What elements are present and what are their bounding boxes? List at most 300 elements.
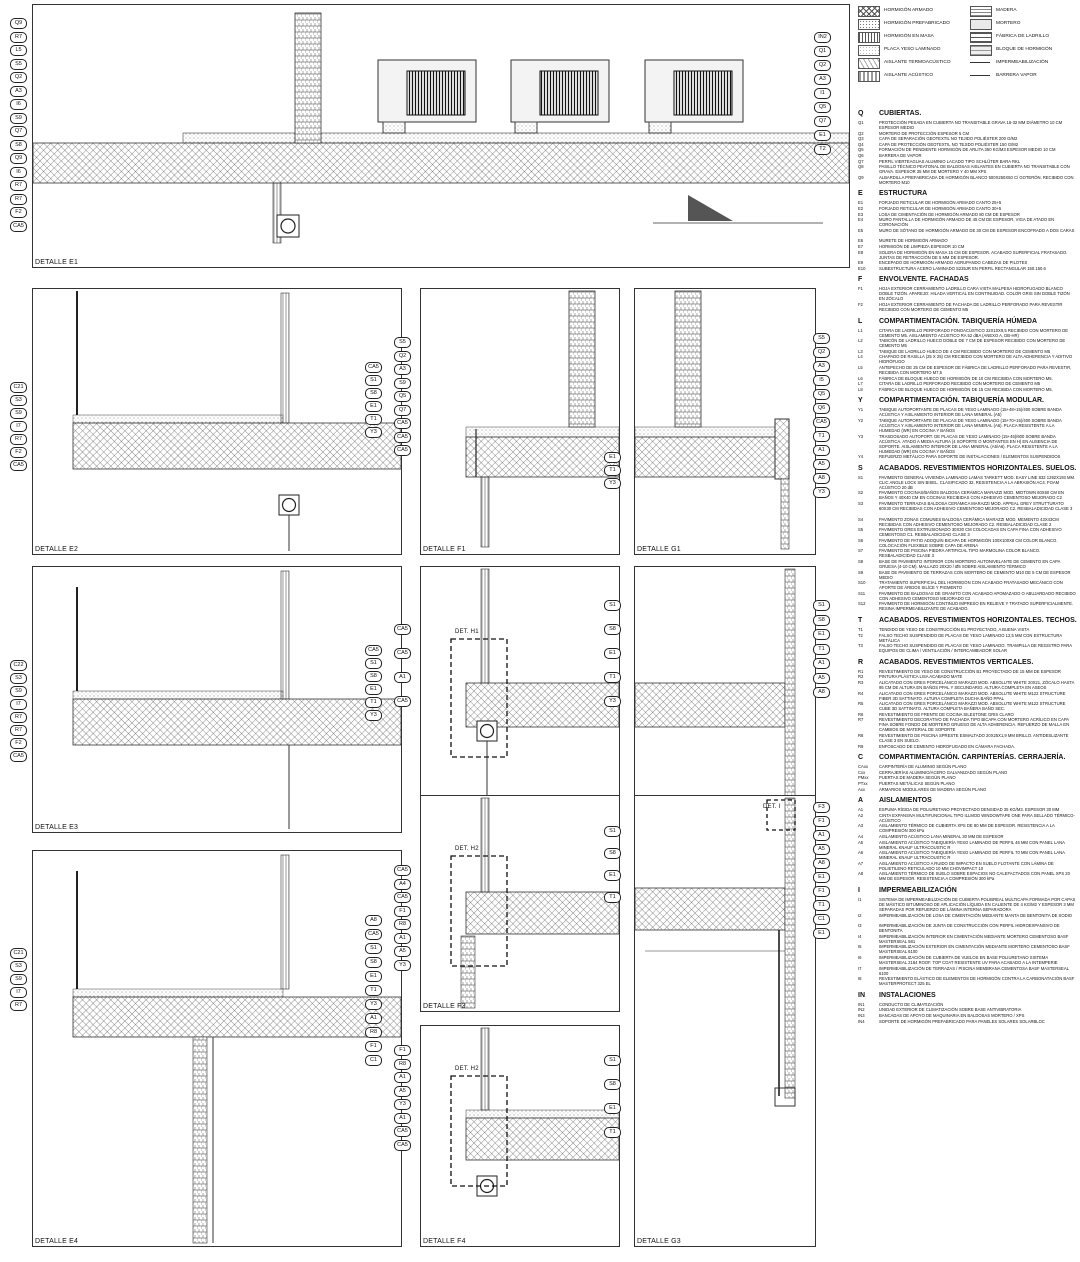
legend-item-text: AISLAMIENTO ACÚSTICO TABIQUERÍA YESO LAMINADO DE PERFIL 46 MM CON PANEL LANA MINERAL KNAUF ULTRACOUSTIC R (879, 839, 1065, 850)
legend-item (858, 266, 1076, 271)
legend-item-text: SOPORTE DE HORMIGÓN PREFABRICADO PARA PANELES SOLARES SOLARBLOC (879, 1018, 1045, 1024)
legend-section-title: ACABADOS. REVESTIMIENTOS VERTICALES. (879, 658, 1034, 666)
legend-item-code: R9 (858, 743, 864, 749)
callout-s1: S1 (813, 600, 830, 611)
legend-item-code: E3 (858, 211, 864, 217)
callout-e1: E1 (365, 684, 382, 695)
detail-E4 (32, 850, 402, 1247)
callout-a3: A3 (814, 74, 831, 85)
swatch-label: IMPERMEABILIZACIÓN (996, 60, 1049, 65)
callout-s1: S1 (365, 658, 382, 669)
callout-i6: I6 (10, 99, 27, 110)
legend-item (858, 744, 1076, 749)
legend-item (858, 712, 1076, 717)
callout-y3: Y3 (604, 696, 621, 707)
legend-item (858, 787, 1076, 792)
legend-item-text: BASE DE PAVIMENTO INTERIOR CON MORTERO AUTONIVELANTE DE CEMENTO EN CAPA GRUESA (4-10 CM). MALLAZO 20X20 / Ø5 SOBRE AISLAMIENTO TÉRMICO (879, 559, 1061, 569)
legend-item-code: Q7 (858, 158, 864, 164)
legend-section-title: ESTRUCTURA (879, 190, 928, 198)
legend-item (858, 159, 1076, 164)
swatch-plaster (858, 45, 880, 56)
callout-a3: A3 (394, 364, 411, 375)
callout-q2: Q2 (814, 60, 831, 71)
callout-a8: A8 (365, 915, 382, 926)
legend-item-text: SISTEMA DE IMPERMEABILIZACIÓN DE CUBIERTA POLIBREAL MULTICAPA FORMADA POR CAPAS DE MÁSTICO BITUMINOSO DE APLICACIÓN LÍQUIDA EN CALIENTE DE 4 KG/M2 Y ESPESOR 3 MM SEPARADAS POR REFUERZO DE LÁMINA INTERNA SEPARADORA (879, 897, 1076, 912)
legend-item-code: Y2 (858, 418, 864, 423)
callout-a5: A5 (813, 844, 830, 855)
legend-item (858, 238, 1076, 243)
callout-s9: S9 (394, 378, 411, 389)
legend-item (858, 142, 1076, 147)
legend-item-text: PAVIMENTO DE PISCINA PIEDRA ARTIFICIAL TIPO MARMOLINA COLOR BLANCO. RESBALADICIDAD CLASE 3 (879, 548, 1041, 559)
callout-ca5: CA5 (394, 696, 411, 707)
callout-f1: F1 (365, 1041, 382, 1052)
callout-ca5: CA5 (394, 865, 411, 876)
callout-l5: L5 (10, 45, 27, 56)
legend-item-text: BANCADAS DE APOYO DE MAQUINARIA EN BALDOSAS MORTERO / XPS (879, 1013, 1025, 1018)
legend-item (858, 834, 1076, 839)
legend-item (858, 966, 1076, 976)
callout-e1: E1 (604, 870, 621, 881)
legend-section-code: S (858, 464, 863, 472)
legend-item (858, 897, 1076, 912)
legend-item-code: L1 (858, 327, 863, 333)
legend-item-text: SUBESTRUCTURA ACERO LAMINADO S235JR EN PERFIL RECTANGULAR 150.150.6 (879, 265, 1046, 271)
legend-item-text: FÁBRICA DE BLOQUE HUECO DE HORMIGÓN DE 10 CM RECIBIDA CON MORTERO M5. (879, 375, 1053, 381)
legend-item (858, 548, 1076, 558)
callout-c1: C1 (365, 1055, 382, 1066)
swatch-wood (970, 6, 992, 17)
callout-i7: I7 (10, 421, 27, 432)
legend-item (858, 407, 1076, 417)
legend-item (858, 381, 1076, 386)
detail-label: DETALLE G1 (637, 546, 681, 553)
callout-s1: S1 (604, 1055, 621, 1066)
legend-item-text: PERFIL VIERTEAGUAS ALUMINIO LACADO TIPO SCHLÜTER BARA RKL (879, 158, 1021, 164)
legend-item-code: I8 (858, 976, 862, 982)
detail-G1 (634, 288, 816, 555)
legend-item (858, 633, 1076, 643)
legend-item-code: IN4 (858, 1018, 865, 1024)
legend-item (858, 764, 1076, 769)
legend-item-text: CITARA DE LADRILLO PERFORADO FONOACÚSTICO 22X10X9,5 RECIBIDO CON MORTERO DE CEMENTO M5. AISLAMIENTO ACÚSTICO RA 52 dBA (ANEXO A, DB-HR) (879, 327, 1069, 338)
callout-s1: S1 (604, 826, 621, 837)
legend-item-code: S9 (858, 569, 864, 575)
callout-ca5: CA5 (10, 221, 27, 232)
legend-item (858, 131, 1076, 136)
legend-item (858, 691, 1076, 701)
callout-a8: A8 (813, 687, 830, 698)
callout-c21: C21 (10, 948, 27, 959)
legend-item-text: PAVIMENTO GRES EXTRUSIONADO 30X30 CM COLOCADAS EN CAPA FINA CON ADHESIVO CEMENTOSO C1. RESBALADICIDAD CLASE 3 (879, 527, 1062, 538)
legend-item-text: CAPA DE SEPARACIÓN GEOTEXTIL NO TEJIDO POLIÉSTER 200 G/M2 (879, 136, 1018, 142)
legend-section-code: IN (858, 991, 865, 999)
legend-section-title: AISLAMIENTOS (879, 797, 932, 805)
callout-a1: A1 (813, 445, 830, 456)
detail-F2 (420, 566, 620, 833)
swatch-dots (858, 19, 880, 30)
legend-item-code: A4 (858, 834, 864, 839)
callout-ca5: CA5 (394, 624, 411, 635)
legend-item (858, 807, 1076, 812)
legend-item-text: AISLAMIENTO ACÚSTICO LANA MINERAL 30 MM DE ESPESOR (879, 834, 1004, 839)
legend-item-text: CHAPADO DE RASILLA (25 X 25) CM RECIBIDO CON MORTERO DE ALTA ADHERENCIA Y ADITIVO HIDRÓFUGO (879, 354, 1073, 365)
callout-q2: Q2 (394, 351, 411, 362)
callout-a1: A1 (813, 830, 830, 841)
ac-unit-3 (645, 60, 743, 122)
legend-item-text: CARPINTERÍA DE ALUMINIO SEGÚN PLANO (879, 764, 967, 770)
legend-item-text: ENFOSCADO DE CEMENTO HIDROFUGADO EN CÁMARA FACHADA. (879, 743, 1016, 749)
callout-a4: A4 (394, 879, 411, 890)
callout-ca5: CA5 (394, 432, 411, 443)
legend-item-text: FALSO TECHO SUSPENDIDO DE PLACAS DE YESO LAMINADO 12,5 MM CON ESTRUCTURA METÁLICA (879, 632, 1062, 643)
detail-label: DETALLE E3 (35, 824, 79, 831)
legend-item (858, 770, 1076, 775)
callout-a5: A5 (813, 673, 830, 684)
callout-s8: S8 (10, 140, 27, 151)
legend-item-text: MORTERO DE PROTECCIÓN ESPESOR 5 CM (879, 130, 969, 136)
legend-item-text: IMPERMEABILIZACIÓN DE JUNTA DE CONSTRUCCIÓN CON PERFIL HIDROEXPANSIVO DE BENTONITA (879, 923, 1060, 934)
callout-r8: R8 (365, 1027, 382, 1038)
callout-y3: Y3 (394, 1099, 411, 1110)
legend-item-text: ALBARDILLA PREFABRICADA DE HORMIGÓN BLANCO 500X250X50 C/ GOTERÓN. RECIBIDO CON MORTERO M10 (879, 174, 1074, 185)
legend-item (858, 580, 1076, 590)
legend-item (858, 212, 1076, 217)
swatch-line (970, 71, 990, 80)
legend-item (858, 591, 1076, 601)
legend-item-text: FALSO TECHO SUSPENDIDO DE PLACAS DE YESO LAMINADO. TRAMPILLA DE REGISTRO PARA EQUIPOS DE CLIMA / VENTILACIÓN / INTERCAMBIADOR SOLAR (879, 643, 1072, 654)
callout-t1: T1 (813, 644, 830, 655)
legend-item (858, 153, 1076, 158)
legend-item-text: UNIDAD EXTERIOR DE CLIMATIZACIÓN SOBRE BASE ANTIVIBRATORIA (879, 1007, 1022, 1013)
callout-f1: F1 (813, 886, 830, 897)
legend-item-code: IN2 (858, 1007, 865, 1013)
legend-section-code: T (858, 617, 863, 624)
legend-item-code: Q6 (858, 153, 864, 158)
det-tag: DET. H1 (455, 629, 479, 635)
callout-c22: C22 (10, 660, 27, 671)
callout-e1: E1 (365, 971, 382, 982)
legend-item-code: Q4 (858, 141, 864, 147)
legend-item-code: E5 (858, 227, 864, 233)
legend-item-text: ESPUMA RÍGIDA DE POLIURETANO PROYECTADO DENSIDAD 35 KG/M3. ESPESOR 30 MM (879, 807, 1060, 813)
legend-item-code: Y4 (858, 454, 864, 460)
swatch-mortar (970, 19, 992, 30)
callout-r8: R8 (394, 1059, 411, 1070)
legend-item-code: Q2 (858, 130, 864, 136)
legend-item-code: Y1 (858, 407, 864, 413)
detail-label: DETALLE E1 (35, 259, 79, 266)
callout-q9: Q9 (10, 153, 27, 164)
legend-item-code: A8 (858, 871, 864, 877)
ac-unit-2 (511, 60, 609, 122)
callout-ca5: CA5 (365, 645, 382, 656)
callout-e1: E1 (813, 629, 830, 640)
legend-item (858, 680, 1076, 690)
callout-s3: S3 (10, 673, 27, 684)
legend-item (858, 147, 1076, 152)
callout-q9: Q9 (10, 18, 27, 29)
legend-item (858, 840, 1076, 850)
callout-t1: T1 (813, 431, 830, 442)
callout-s8: S8 (365, 388, 382, 399)
legend-item (858, 120, 1076, 130)
callout-e1: E1 (365, 401, 382, 412)
callout-s9: S9 (10, 686, 27, 697)
legend-item-code: F1 (858, 286, 863, 292)
legend-item-text: PINTURA PLÁSTICA LISA ACABADO MATE (879, 674, 963, 680)
callout-ca5: CA5 (365, 362, 382, 373)
swatch-line (970, 58, 990, 67)
swatch-label: HORMIGÓN PREFABRICADO (884, 21, 950, 26)
swatch-label: AISLANTE ACÚSTICO (884, 73, 934, 78)
callout-f1: F1 (813, 816, 830, 827)
legend-item-text: PASILLO TÉCNICO PEATONAL DE BALDOSAS AISLANTES EN CUBIERTA NO TRANSITABLE CON GRAVA. ESPESOR 35 MM DE MORTERO Y 40 MM XPS (879, 164, 1070, 175)
callout-q2: Q2 (813, 347, 830, 358)
legend-item (858, 250, 1076, 260)
legend-item-code: S2 (858, 490, 864, 496)
callout-a1: A1 (394, 933, 411, 944)
callout-s9: S9 (10, 113, 27, 124)
legend-item-code: E1 (858, 200, 864, 206)
legend-item-text: ARMARIOS MODULARES DE MADERA SEGÚN PLANO (879, 786, 987, 792)
legend-item (858, 244, 1076, 249)
callout-a1: A1 (813, 658, 830, 669)
det-tag: DET. I (763, 804, 781, 810)
callout-a1: A1 (365, 1013, 382, 1024)
legend-item-code: Y3 (858, 433, 864, 439)
legend-item-text: SOLERA DE HORMIGÓN EN MASA 15 CM DE ESPESOR. ACABADO SUPERFICIAL FRATASADO. JUNTAS DE RETRACCIÓN DE 5 MM DE ESPESOR. (879, 249, 1068, 260)
legend-item-code: I2 (858, 912, 862, 918)
callout-ca5: CA5 (394, 1126, 411, 1137)
callout-a5: A5 (394, 1086, 411, 1097)
detail-G2 (634, 566, 816, 833)
callout-e1: E1 (813, 872, 830, 883)
callout-ca5: CA5 (394, 445, 411, 456)
callout-ca5: CA5 (365, 929, 382, 940)
callout-i1: I1 (814, 88, 831, 99)
det-tag: DET. H2 (455, 1066, 479, 1072)
legend-item-code: S7 (858, 548, 864, 554)
legend-item (858, 570, 1076, 580)
legend-item-text: REVESTIMIENTO DE PISCINA SPRESTE ESMALTADO 20X25X1,9 MM BRILLO. ANTIDESLIZANTE CLASE 3 EN SUELO. (879, 733, 1069, 743)
legend-item (858, 217, 1076, 227)
legend-item (858, 669, 1076, 674)
legend-item (858, 850, 1076, 860)
legend-item-code: S6 (858, 537, 864, 543)
legend-item-code: I3 (858, 923, 862, 929)
callout-ca5: CA5 (394, 892, 411, 903)
legend-item-text: FORJADO RETICULAR DE HORMIGÓN ARMADO CANTO 30+5 (879, 206, 1002, 211)
legend-item-text: TABIQUE AUTOPORTANTE DE PLACAS DE YESO LAMINADO (15+48+15)/400 SOBRE BANDA ACÚSTICA Y AISLAMIENTO INTERIOR DE LANA MINERAL (A5) (879, 407, 1062, 418)
detail-E2 (32, 288, 402, 555)
legend-item-text: AISLAMIENTO TÉRMICO DE SUELO SOBRE ESPACIOS NO CALEFACTADOS CON PANEL XPS 20 MM DE ESPESOR. RESISTENCIA A COMPRESIÓN 300 kPa (879, 871, 1070, 882)
legend-item-code: IN3 (858, 1013, 865, 1018)
callout-c1: C1 (813, 914, 830, 925)
legend-item-code: Q9 (858, 174, 864, 180)
legend-item-code: L5 (858, 365, 863, 370)
legend-item-code: Q5 (858, 147, 864, 153)
legend-item-text: CINTA EXPANSIVA MULTIFUNCIONAL TIPO ILLMOD WINDOWTAPE ONE PARA SELLADO TÉRMICO-ACÚSTICO (879, 812, 1075, 823)
legend-item-text: FORJADO RETICULAR DE HORMIGÓN ARMADO CANTO 25+5 (879, 200, 1002, 206)
legend-item-code: R5 (858, 701, 864, 707)
callout-r7: R7 (10, 1000, 27, 1011)
legend-item (858, 365, 1076, 375)
detail-label: DETALLE F3 (423, 1003, 466, 1010)
legend-item-text: BASE DE PAVIMENTO DE TERRAZAS CON MORTERO DE CEMENTO M10 DE 5 CM DE ESPESOR MEDIO (879, 569, 1071, 580)
legend-item-text: ANTEPECHO DE 25 CM DE ESPESOR DE FÁBRICA DE LADRILLO PERFORADO PARA REVESTIR, RECIBIDA CON MORTERO M7,5 (879, 365, 1072, 375)
legend-section-title: COMPARTIMENTACIÓN. CARPINTERÍAS. CERRAJERÍA. (879, 754, 1066, 762)
detail-E3 (32, 566, 402, 833)
det-tag: DET. H2 (455, 846, 479, 852)
legend-item (858, 418, 1076, 433)
legend-item-code: R4 (858, 690, 864, 696)
legend-section-title: ACABADOS. REVESTIMIENTOS HORIZONTALES. TECHOS. (879, 617, 1077, 624)
legend-item-code: I5 (858, 944, 862, 950)
legend-item-code: E2 (858, 206, 864, 211)
legend-item (858, 861, 1076, 871)
callout-s1: S1 (365, 943, 382, 954)
legend-item-code: E10 (858, 265, 866, 271)
legend-item-code: I6 (858, 955, 862, 960)
legend-item-text: PROTECCIÓN PESADA EN CUBIERTA NO TRANSITABLE GRAVA 16-32 MM DIÁMETRO 10 CM ESPESOR MEDIO (879, 120, 1063, 130)
legend-item (858, 206, 1076, 211)
callout-q7: Q7 (394, 405, 411, 416)
legend-item-text: TABIQUE AUTOPORTANTE DE PLACAS DE YESO LAMINADO (15+70+15)/400 SOBRE BANDA ACÚSTICA Y AISLAMIENTO INTERIOR DE LANA MINERAL (A6). PLACA RESISTENTE A LA HUMEDAD (WR) EN COCINA Y BAÑOS (879, 418, 1062, 433)
legend-item (858, 354, 1076, 364)
legend-item (858, 601, 1076, 611)
callout-q7: Q7 (10, 126, 27, 137)
legend-item-text: MURETE DE HORMIGÓN ARMADO (879, 238, 948, 244)
legend-item (858, 1013, 1076, 1018)
legend-item-code: L4 (858, 354, 863, 360)
callout-s8: S8 (604, 624, 621, 635)
callout-a8: A8 (813, 473, 830, 484)
legend-item (858, 976, 1076, 986)
legend-item-code: A5 (858, 839, 864, 845)
legend-item (858, 527, 1076, 537)
legend-item-code: L3 (858, 348, 863, 354)
legend-item-code: Cxx (858, 769, 866, 775)
callout-s5: S5 (10, 59, 27, 70)
legend-item (858, 349, 1076, 354)
legend-item-code: I1 (858, 897, 862, 902)
legend-item (858, 717, 1076, 732)
swatch-label: BARRERA VAPOR (996, 73, 1037, 78)
swatch-label: MORTERO (996, 21, 1021, 26)
detail-E1-drawing (33, 5, 849, 267)
callout-c21: C21 (10, 382, 27, 393)
legend-item (858, 517, 1076, 527)
legend-item-code: PTxx (858, 781, 868, 786)
legend-item (858, 175, 1076, 185)
swatch-wave (858, 58, 880, 69)
legend-section-code: C (858, 754, 864, 762)
legend-item (858, 228, 1076, 238)
legend-item (858, 260, 1076, 265)
callout-s5: S5 (394, 337, 411, 348)
legend-item (858, 913, 1076, 923)
legend-item-code: T2 (858, 632, 863, 638)
legend-item-text: ALICATADO CON GRES PORCELÁNICO MARAZZI MOD. ABSOLUTE WHITE 20X21, ZÓCALO HASTA 95 CM DE ALTURA EN BAÑOS PPAL Y SECUNDARIO. ALTURA COMPLETA EN ASEOS (879, 680, 1075, 690)
legend-item-text: FORMACIÓN DE PENDIENTE HORMIGÓN DE ARLITA 350 KG/M3 ESPESOR MEDIO 10 CM (879, 147, 1056, 153)
callout-f3: F3 (813, 802, 830, 813)
legend-item (858, 823, 1076, 833)
callout-t1: T1 (604, 1127, 621, 1138)
legend-item-code: E9 (858, 260, 864, 266)
legend-item-text: REVESTIMIENTO ELÁSTICO DE ELEMENTOS DE HORMIGÓN CONTRA LA CARBONATACIÓN BASF MASTERPROTECT 325 EL (879, 976, 1075, 987)
legend-item-text: BARRERA DE VAPOR (879, 153, 922, 158)
callout-e1: E1 (814, 130, 831, 141)
callout-y3: Y3 (365, 710, 382, 721)
legend-item-text: PAVIMENTO DE HORMIGÓN CONTINUO IMPRESO EN RELIEVE Y TRATADO SUPERFICIALMENTE. RESINA IMPERMEABILIZANTE DE ACABADO. (879, 601, 1074, 612)
legend-item (858, 538, 1076, 548)
legend-item-code: S8 (858, 559, 864, 564)
legend-item-text: CERRAJERÍAS ALUMINIO/ACERO GALVANIZADO SEGÚN PLANO (879, 769, 1008, 775)
legend-item-code: A1 (858, 807, 864, 813)
callout-ca5: CA5 (394, 648, 411, 659)
legend-item-code: S1 (858, 474, 864, 480)
legend-item-text: ALICATADO CON GRES PORCELÁNICO MARAZZI MOD. ABSOLUTE WHITE M122 STRUCTURE CUBE 3D SATTINATO. ALTURA COMPLETA BAÑERA BAÑO SEC. (879, 701, 1066, 712)
legend-item-text: IMPERMEABILIZACIÓN EXTERIOR EN CIMENTACIÓN MEDIANTE MORTERO CEMENTOSO BASF MASTERSEAL 6100 (879, 944, 1070, 955)
callout-q5: Q5 (813, 389, 830, 400)
legend-section-title: ACABADOS. REVESTIMIENTOS HORIZONTALES. SUELOS. (879, 464, 1077, 472)
legend-item (858, 454, 1076, 459)
callout-i5: I5 (813, 375, 830, 386)
callout-f1: F1 (394, 906, 411, 917)
legend-section-code: Y (858, 397, 863, 405)
detail-label: DETALLE E4 (35, 1238, 79, 1245)
callout-s8: S8 (813, 615, 830, 626)
callout-q5: Q5 (394, 391, 411, 402)
callout-t1: T1 (365, 697, 382, 708)
legend-item-code: E4 (858, 217, 864, 223)
legend-item-code: R8 (858, 733, 864, 738)
legend-item (858, 501, 1076, 516)
legend-item-text: AISLAMIENTO ACÚSTICO TABIQUERÍA YESO LAMINADO DE PERFIL 70 MM CON PANEL LANA MINERAL KNAUF ULTRACOUSTIC R (879, 850, 1065, 861)
callout-s8: S8 (365, 957, 382, 968)
callout-t1: T1 (365, 985, 382, 996)
legend (858, 6, 1076, 1256)
legend-section-title: IMPERMEABILIZACIÓN (879, 887, 957, 894)
callout-t1: T1 (813, 900, 830, 911)
swatch-label: AISLANTE TERMOACÚSTICO (884, 60, 951, 65)
legend-item-code: E7 (858, 244, 864, 249)
legend-item-text: AISLAMIENTO ACÚSTICO A RUIDO DE IMPACTO EN SUELO FLOTANTE CON LÁMINA DE POLIETILENO RETICULADO 10 MM CHOVIMPACT 10 (879, 860, 1054, 871)
swatch-brick (970, 32, 992, 43)
callout-q7: Q7 (814, 116, 831, 127)
callout-y3: Y3 (604, 478, 621, 489)
legend-item (858, 1007, 1076, 1012)
legend-item-text: REVESTIMIENTO DE FRENTE DE COCINA SILESTONE GRIS CLARO (879, 711, 1014, 717)
legend-section-title: ENVOLVENTE. FACHADAS (879, 276, 969, 284)
callout-a8: A8 (813, 858, 830, 869)
legend-item (858, 871, 1076, 881)
swatch-block (970, 45, 992, 56)
callout-q6: Q6 (813, 403, 830, 414)
legend-item-text: TRASDOSADO AUTOPORT. DE PLACAS DE YESO LAMINADO (15+46)/600 SOBRE BANDA ACÚSTICA. ATADO A MEDIA ALTURA (4 SOPORTE O MONTANTES EN H) EN AUSENCIA DE SOPORTE. AISLAMIENTO INTERIOR DE LANA MINERAL (A5/A6). PLACA RESISTENTE A LA HUMEDAD (WR) EN COCINA Y BAÑOS (879, 433, 1058, 454)
callout-in2: IN2 (814, 32, 831, 43)
legend-item-text: PAVIMENTO ZONAS COMUNES BALDOSA CERÁMICA MARAZZI MOD. MEMENTO 43X43CM RECIBIDAS CON ADHESIVO CEMENTOSO MEJORADO C2. RESBALADICIDAD CLASE 2 (879, 516, 1059, 527)
detail-label: DETALLE E2 (35, 546, 79, 553)
detail-F1 (420, 288, 620, 555)
callout-s1: S1 (604, 600, 621, 611)
legend-item-text: TENDIDO DE YESO DE CONSTRUCCIÓN B1 PROYECTADO, A BUENA VISTA (879, 627, 1030, 632)
legend-item-code: S3 (858, 501, 864, 506)
legend-item-text: FÁBRICA DE BLOQUE HUECO DE HORMIGÓN DE 15 CM RECIBIDA CON MORTERO M5. (879, 386, 1053, 392)
legend-item (858, 559, 1076, 569)
callout-r7: R7 (10, 712, 27, 723)
